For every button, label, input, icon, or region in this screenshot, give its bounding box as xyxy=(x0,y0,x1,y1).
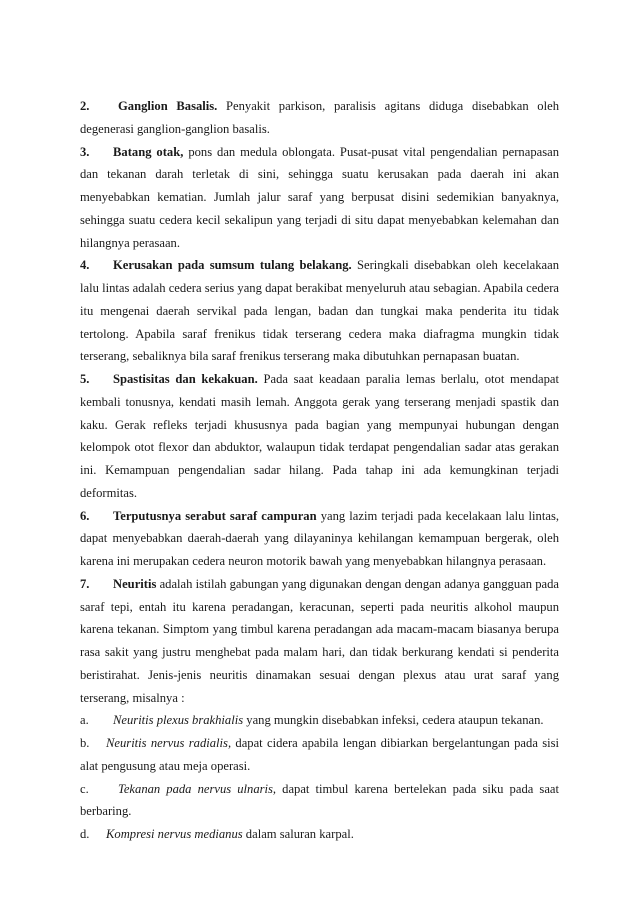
item-number: 5. xyxy=(80,372,90,386)
item-text: Penyakit parkison, paralisis agitans diduga disebabkan oleh degenerasi ganglion-ganglion basalis. xyxy=(80,99,559,136)
item-text: Pada saat keadaan paralia lemas berlalu, otot mendapat kembali tonusnya, kendati masih lemah. Anggota gerak yang terserang menjadi spastik dan kaku. Gerak refleks terjadi khususnya pada bagian yang mempunyai hubungan dengan kelompok otot flexor dan abduktor, walaupun tidak terdapat pengendalian sadar atas gerakan ini. Kemampuan pengendalian sadar hilang. Pada tahap ini ada kemungkinan terjadi deformitas. xyxy=(80,372,559,500)
item-text: pons dan medula oblongata. Pusat-pusat vital pengendalian pernapasan dan tekanan darah terletak di sini, sehingga suatu kerusakan pada daerah ini akan menyebabkan kematian. Jumlah jalur saraf yang berpusat disini sedemikian banyaknya, sehingga suatu cedera kecil sekalipun yang terjadi di situ dapat menyebabkan kelemahan dan hilangnya perasaan. xyxy=(80,144,559,250)
item-heading: Kerusakan pada sumsum tulang belakang. xyxy=(113,258,352,273)
sub-item-text: dapat timbul karena bertelekan pada siku pada saat berbaring. xyxy=(80,781,559,819)
sub-item-italic: Neuritis nervus radialis, xyxy=(106,736,232,750)
list-item-3 xyxy=(80,141,559,255)
list-item-4 xyxy=(80,254,559,368)
sub-item-c xyxy=(80,778,559,824)
sub-item-letter: c. xyxy=(80,781,89,796)
list-item-7 xyxy=(80,573,559,710)
item-number: 3. xyxy=(80,144,90,159)
document-body xyxy=(80,95,559,846)
list-item-5 xyxy=(80,368,559,505)
sub-item-text: dalam saluran karpal. xyxy=(242,827,354,841)
item-text: Seringkali disebabkan oleh kecelakaan lalu lintas adalah cedera serius yang dapat berakibat menyeluruh atau sebagian. Apabila cedera itu mengenai daerah servikal pada lengan, badan dan tungkai maka penderita itu tidak tertolong. Apabila saraf frenikus tidak terserang cedera maka diafragma mungkin tidak terserang, sebaliknya bila saraf frenikus terserang maka dibutuhkan pernapasan buatan. xyxy=(80,258,559,364)
sub-item-letter: d. xyxy=(80,827,90,841)
list-item-6 xyxy=(80,505,559,573)
item-heading: Terputusnya serabut saraf campuran xyxy=(113,508,317,523)
item-heading: Spastisitas dan kekakuan. xyxy=(113,372,258,386)
item-heading: Batang otak, xyxy=(113,144,184,159)
item-text: yang lazim terjadi pada kecelakaan lalu lintas, dapat menyebabkan daerah-daerah yang dilayaninya kehilangan kemampuan bergerak, oleh karena ini merupakan cedera neuron motorik bawah yang menyebabkan hilangnya perasaan. xyxy=(80,508,559,568)
sub-item-letter: a. xyxy=(80,713,89,728)
sub-item-text: yang mungkin disebabkan infeksi, cedera ataupun tekanan. xyxy=(243,713,544,728)
item-number: 6. xyxy=(80,508,90,523)
item-text: adalah istilah gabungan yang digunakan dengan dengan adanya gangguan pada saraf tepi, entah itu karena peradangan, keracunan, seperti pada neuritis alkohol maupun karena tekanan. Simptom yang timbul karena peradangan ada macam-macam biasanya berupa rasa sakit yang justru menghebat pada malam hari, dan tidak berkurang kendati si penderita beristirahat. Jenis-jenis neuritis dinamakan sesuai dengan plexus atau urat saraf yang terserang, misalnya : xyxy=(80,576,559,705)
list-item-2 xyxy=(80,95,559,141)
item-heading: Ganglion Basalis. xyxy=(118,99,218,113)
sub-item-b xyxy=(80,732,559,778)
sub-item-text: dapat cidera apabila lengan dibiarkan bergelantungan pada sisi alat pengusung atau meja operasi. xyxy=(80,736,560,773)
sub-item-italic: Neuritis plexus brakhialis xyxy=(113,713,244,728)
item-number: 4. xyxy=(80,258,90,273)
item-number: 7. xyxy=(80,576,90,591)
sub-item-d xyxy=(80,823,559,846)
item-heading: Neuritis xyxy=(113,576,157,591)
sub-item-italic: Tekanan pada nervus ulnaris, xyxy=(118,781,277,796)
sub-item-a xyxy=(80,709,559,732)
sub-item-italic: Kompresi nervus medianus xyxy=(106,827,243,841)
item-number: 2. xyxy=(80,99,90,113)
sub-item-letter: b. xyxy=(80,736,90,750)
